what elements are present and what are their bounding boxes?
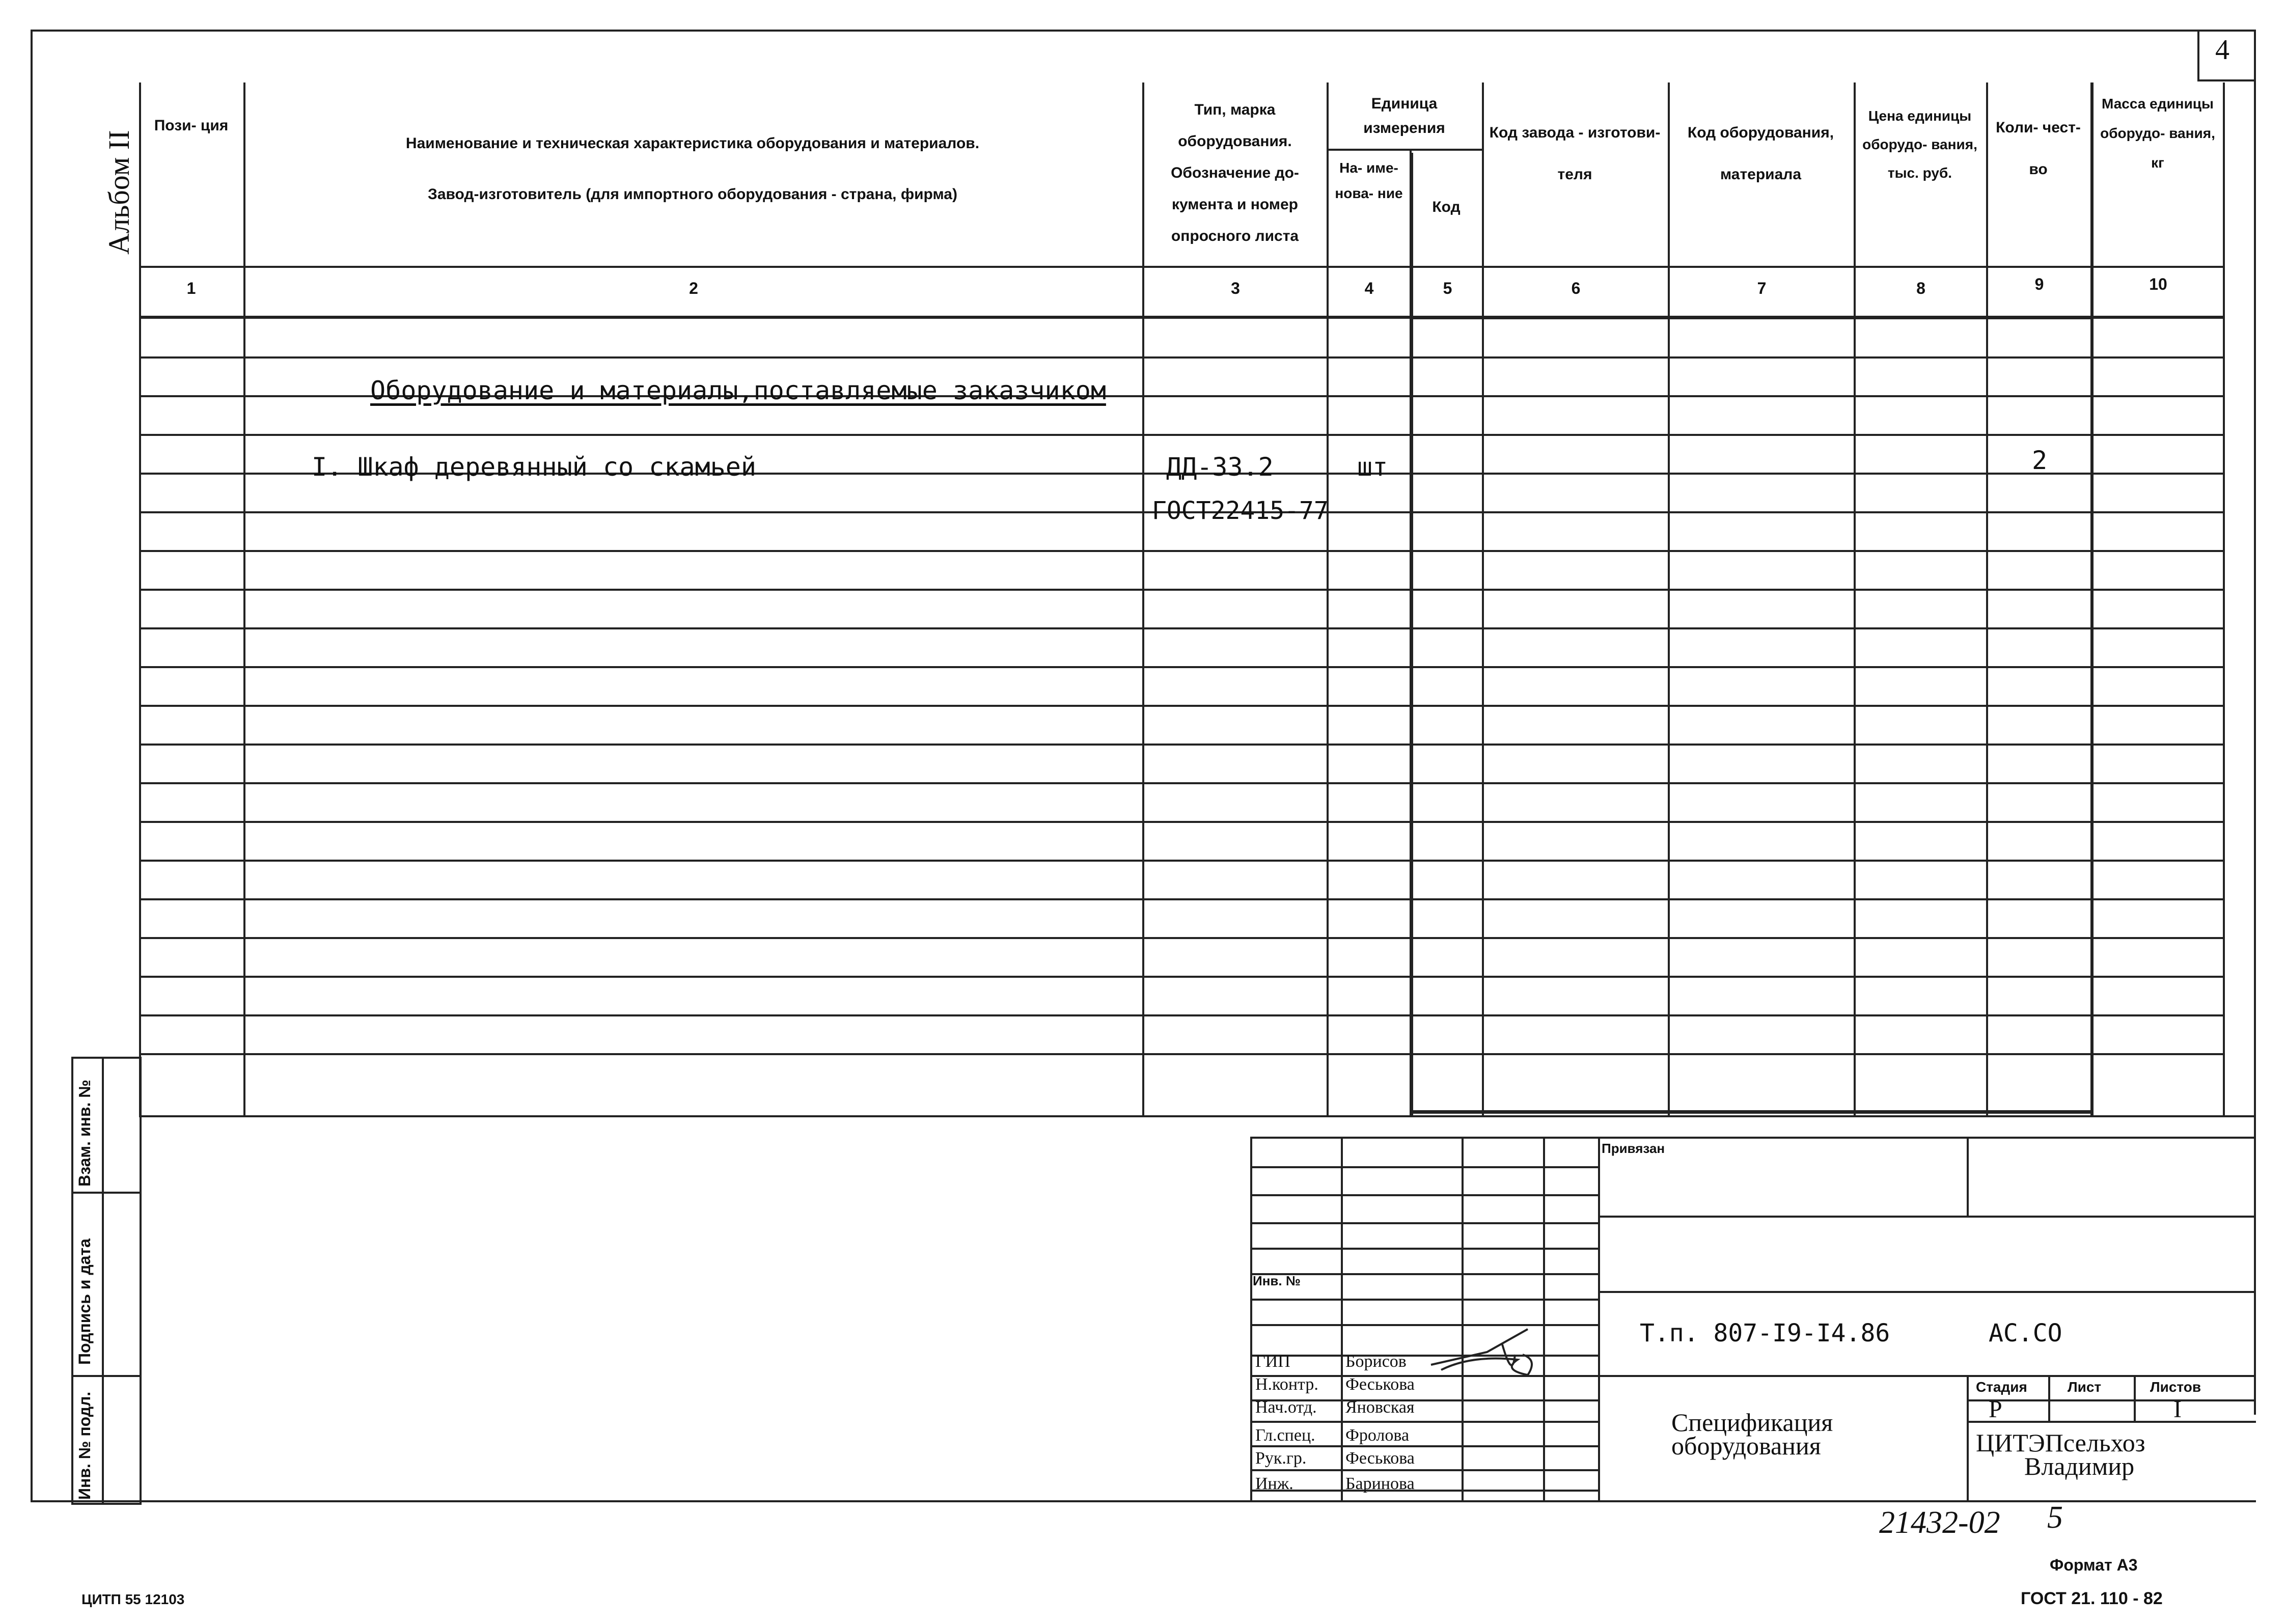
header-bottom-line	[139, 266, 2225, 268]
stamp-field-replacement: Взам. инв. №	[75, 1080, 94, 1187]
printer-mark: ЦИТП 55 12103	[81, 1591, 185, 1607]
col-line	[1668, 82, 1670, 1117]
sheets-value: I	[2173, 1396, 2182, 1423]
signature-mark	[1426, 1324, 1543, 1390]
table-row-line	[139, 860, 2225, 862]
privyazan-label: Привязан	[1602, 1141, 1665, 1156]
privyazan-divider	[1967, 1137, 1969, 1216]
col-line	[1854, 82, 1856, 1117]
col-line	[1142, 82, 1144, 1117]
col-line	[1410, 153, 1413, 1117]
table-row-line	[139, 782, 2225, 784]
frame-right-line	[2254, 30, 2256, 1415]
col-number-8: 8	[1916, 279, 1925, 297]
header-col4: На- име- нова- ние	[1335, 160, 1403, 201]
table-row-line	[139, 821, 2225, 823]
stage-divider	[2048, 1375, 2050, 1421]
stamp-field-inventory: Инв. № подл.	[75, 1391, 94, 1500]
person-name: Феськова	[1345, 1449, 1415, 1468]
header-col45-group: Единица измерения	[1363, 95, 1445, 136]
col-number-5: 5	[1443, 279, 1452, 297]
left-stamp-line	[71, 1375, 142, 1377]
title-block-row-line	[1250, 1222, 1599, 1224]
header-col2-line2: Завод-изготовитель (для импортного оборудования - страна, фирма)	[428, 186, 957, 203]
left-stamp-divider	[102, 1057, 104, 1505]
page-number: 4	[2215, 34, 2229, 66]
person-name: Феськова	[1345, 1375, 1415, 1394]
col-number-6: 6	[1571, 279, 1581, 297]
table-row-line	[139, 937, 2225, 939]
table-row-line	[139, 550, 2225, 552]
table-row-line	[139, 589, 2225, 591]
col-line	[2090, 82, 2094, 1117]
org-line1: ЦИТЭПсельхоз	[1976, 1428, 2145, 1457]
stage-divider	[1967, 1375, 1969, 1501]
stage-divider	[2134, 1375, 2136, 1421]
gost-label: ГОСТ 21. 110 - 82	[2021, 1589, 2163, 1608]
title-block-row-line	[1250, 1248, 1599, 1250]
title-block-row-line	[1250, 1273, 1599, 1275]
stage-line	[1967, 1399, 2256, 1401]
col-line	[1482, 82, 1484, 1117]
table-row-line	[139, 705, 2225, 707]
doc-title-line1: Спецификация	[1671, 1408, 1833, 1437]
col-number-3: 3	[1231, 279, 1240, 297]
col-number-4: 4	[1364, 279, 1374, 297]
header-col8: Цена единицы оборудо- вания, тыс. руб.	[1862, 108, 1977, 181]
item-name: I. Шкаф деревянный со скамьей	[312, 452, 756, 482]
handwritten-sheet: 5	[2047, 1500, 2063, 1535]
doc-title-line2: оборудования	[1671, 1432, 1821, 1460]
col-number-2: 2	[689, 279, 698, 297]
org-line2: Владимир	[2024, 1452, 2135, 1480]
role-label: Нач.отд.	[1255, 1398, 1317, 1417]
table-row-line	[139, 976, 2225, 978]
title-block-row-line	[1250, 1324, 1599, 1326]
doc-code: Т.п. 807-I9-I4.86	[1640, 1319, 1890, 1347]
section-title: Оборудование и материалы,поставляемые заказчиком	[370, 376, 1106, 405]
col-line	[139, 82, 141, 1117]
handwritten-number: 21432-02	[1879, 1505, 2000, 1540]
title-block-row-line	[1250, 1355, 1599, 1357]
role-label: Гл.спец.	[1255, 1426, 1315, 1445]
sheet-label: Лист	[2068, 1379, 2102, 1395]
unit-subheader-divider	[1410, 149, 1412, 266]
title-block-row-line	[1250, 1469, 1599, 1471]
table-row-line	[139, 1053, 2225, 1055]
col-line	[2223, 82, 2225, 1117]
left-stamp-line	[71, 1192, 142, 1194]
format-label: Формат А3	[2050, 1556, 2138, 1574]
header-col3: Тип, марка оборудования. Обозначение до- кумента и номер опросного листа	[1171, 101, 1299, 244]
tb-line	[1598, 1375, 2256, 1377]
role-label: Н.контр.	[1255, 1375, 1318, 1394]
title-block-row-line	[1250, 1166, 1599, 1168]
col-number-10: 10	[2149, 275, 2167, 293]
page-number-box-left	[2197, 30, 2199, 80]
person-name: Яновская	[1345, 1398, 1415, 1417]
sheets-label: Листов	[2150, 1379, 2201, 1395]
header-col9: Коли- чест- во	[1996, 119, 2081, 178]
title-block-row-line	[1250, 1445, 1599, 1447]
table-row-line	[139, 434, 2225, 436]
item-standard: ГОСТ22415-77	[1152, 497, 1329, 525]
frame-top-line	[31, 30, 2256, 32]
col-line	[1327, 82, 1329, 1117]
table-row-line	[139, 898, 2225, 900]
page-number-box-bottom	[2197, 79, 2256, 81]
title-block-row-line	[1250, 1490, 1599, 1492]
title-block-row-line	[1250, 1299, 1599, 1301]
col-number-1: 1	[186, 279, 196, 297]
role-label: ГИП	[1255, 1352, 1290, 1371]
role-label: Рук.гр.	[1255, 1449, 1307, 1468]
item-type: ДД-33.2	[1166, 452, 1274, 482]
col-number-9: 9	[2034, 275, 2044, 293]
table-row-line	[139, 627, 2225, 629]
col-number-7: 7	[1757, 279, 1767, 297]
tb-line	[1598, 1216, 2256, 1218]
table-row-line	[139, 666, 2225, 668]
tb-line	[1598, 1291, 2256, 1293]
header-col2-line1: Наименование и техническая характеристика оборудования и материалов.	[405, 135, 980, 152]
title-block-row-line	[1250, 1194, 1599, 1196]
person-name: Баринова	[1345, 1474, 1415, 1493]
table-bottom-line	[139, 1115, 2256, 1117]
role-label: Инж.	[1255, 1474, 1293, 1493]
title-block-row-line	[1250, 1421, 1599, 1423]
frame-left-line	[31, 30, 33, 1501]
stage-value: Р	[1989, 1396, 2002, 1423]
frame-bottom-line	[31, 1500, 2256, 1502]
album-label: Альбом II	[102, 130, 135, 255]
person-name: Борисов	[1345, 1352, 1407, 1371]
person-name: Фролова	[1345, 1426, 1410, 1445]
header-col1: Пози- ция	[154, 117, 229, 134]
unit-subheader-line	[1327, 149, 1482, 151]
col-line	[243, 82, 245, 1117]
title-block-top	[1250, 1137, 2256, 1139]
item-quantity: 2	[2032, 446, 2048, 475]
col-line	[1986, 82, 1988, 1117]
doc-mark: АС.СО	[1989, 1319, 2062, 1347]
inv-no-label: Инв. №	[1253, 1273, 1301, 1288]
table-row-line	[139, 1014, 2225, 1016]
stage-label: Стадия	[1976, 1379, 2027, 1395]
header-col5: Код	[1432, 199, 1461, 215]
inner-box-top	[1410, 316, 2093, 319]
table-row-line	[139, 356, 2225, 359]
inner-box-bottom	[1410, 1110, 2093, 1114]
item-unit: шт	[1357, 452, 1388, 482]
table-row-line	[139, 744, 2225, 746]
stamp-field-signature: Подпись и дата	[75, 1238, 94, 1365]
header-col10: Масса единицы оборудо- вания, кг	[2100, 96, 2215, 171]
header-col6: Код завода - изготови- теля	[1489, 124, 1661, 183]
stage-line	[1967, 1421, 2256, 1423]
header-col7: Код оборудования, материала	[1687, 124, 1834, 183]
